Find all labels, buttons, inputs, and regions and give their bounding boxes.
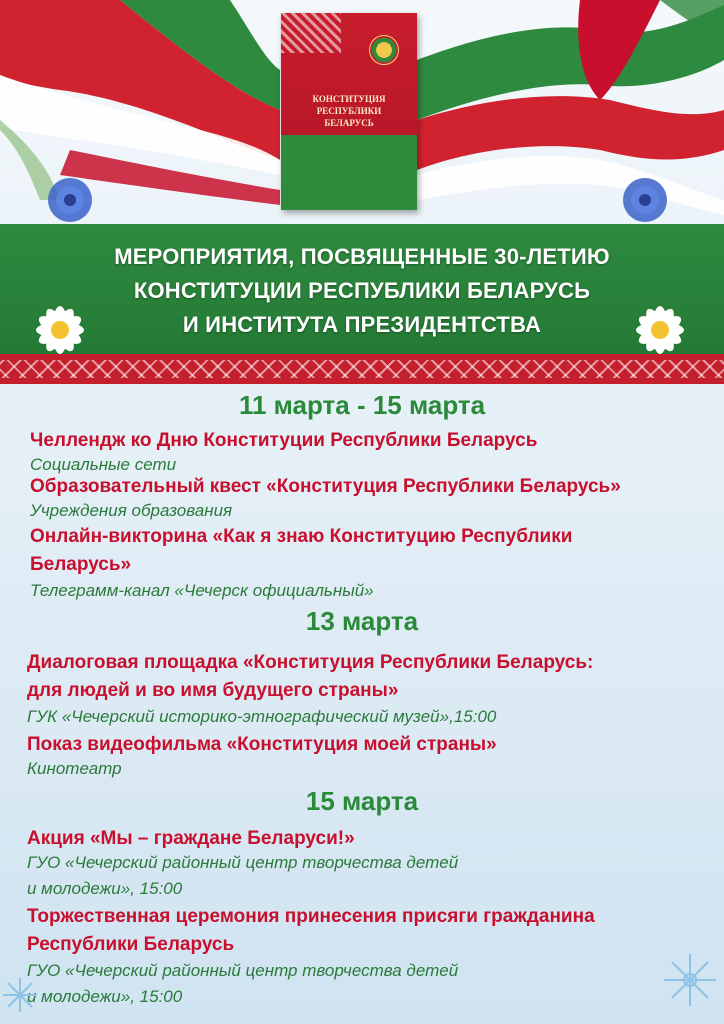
event-place: Кинотеатр — [27, 759, 122, 778]
section-date: 13 марта — [305, 606, 419, 636]
event-title: Образовательный квест «Конституция Республики Беларусь» — [30, 476, 621, 497]
snowflake-icon — [0, 975, 40, 1015]
event-place: Социальные сети — [30, 455, 177, 474]
event-title: Торжественная церемония принесения присяги гражданина — [27, 906, 595, 927]
event-place: Учреждения образования — [30, 501, 233, 520]
book-title: КОНСТИТУЦИЯ РЕСПУБЛИКИ БЕЛАРУСЬ — [312, 94, 386, 128]
events-list — [0, 384, 724, 1024]
event-place: ГУК «Чечерский историко-этнографический музей»,15:00 — [27, 707, 497, 726]
state-emblem-icon — [369, 35, 399, 65]
header-line-1: МЕРОПРИЯТИЯ, ПОСВЯЩЕННЫЕ 30-ЛЕТИЮ — [114, 244, 610, 269]
event-title: Онлайн-викторина «Как я знаю Конституцию Республики — [30, 526, 573, 547]
header-line-2: КОНСТИТУЦИИ РЕСПУБЛИКИ БЕЛАРУСЬ — [133, 278, 591, 303]
header-banner — [0, 224, 724, 354]
event-place: ГУО «Чечерский районный центр творчества детей — [27, 853, 459, 872]
cornflower-icon — [615, 170, 675, 230]
event-title: Акция «Мы – граждане Беларуси!» — [27, 828, 355, 849]
event-place: ГУО «Чечерский районный центр творчества детей — [27, 961, 459, 980]
event-title: Показ видеофильма «Конституция моей страны» — [27, 734, 497, 755]
event-title: Беларусь» — [30, 554, 132, 575]
event-title: для людей и во имя будущего страны» — [27, 680, 399, 701]
snowflake-icon — [660, 950, 720, 1010]
event-title: Челлендж ко Дню Конституции Республики Беларусь — [30, 430, 538, 451]
ornament-strip — [0, 354, 724, 384]
event-title: Диалоговая площадка «Конституция Республики Беларусь: — [27, 652, 594, 673]
section-date: 15 марта — [305, 786, 419, 816]
event-place: и молодежи», 15:00 — [27, 879, 183, 898]
ornament-pattern — [0, 360, 724, 378]
section-date: 11 марта - 15 марта — [238, 390, 486, 420]
constitution-book-cover — [281, 13, 417, 210]
event-place: и молодежи», 15:00 — [27, 987, 183, 1006]
event-title: Республики Беларусь — [27, 934, 235, 955]
book-ornament — [281, 13, 341, 53]
event-place: Телеграмм-канал «Чечерск официальный» — [30, 581, 374, 600]
header-line-3: И ИНСТИТУТА ПРЕЗИДЕНТСТВА — [182, 312, 542, 337]
cornflower-icon — [40, 170, 100, 230]
